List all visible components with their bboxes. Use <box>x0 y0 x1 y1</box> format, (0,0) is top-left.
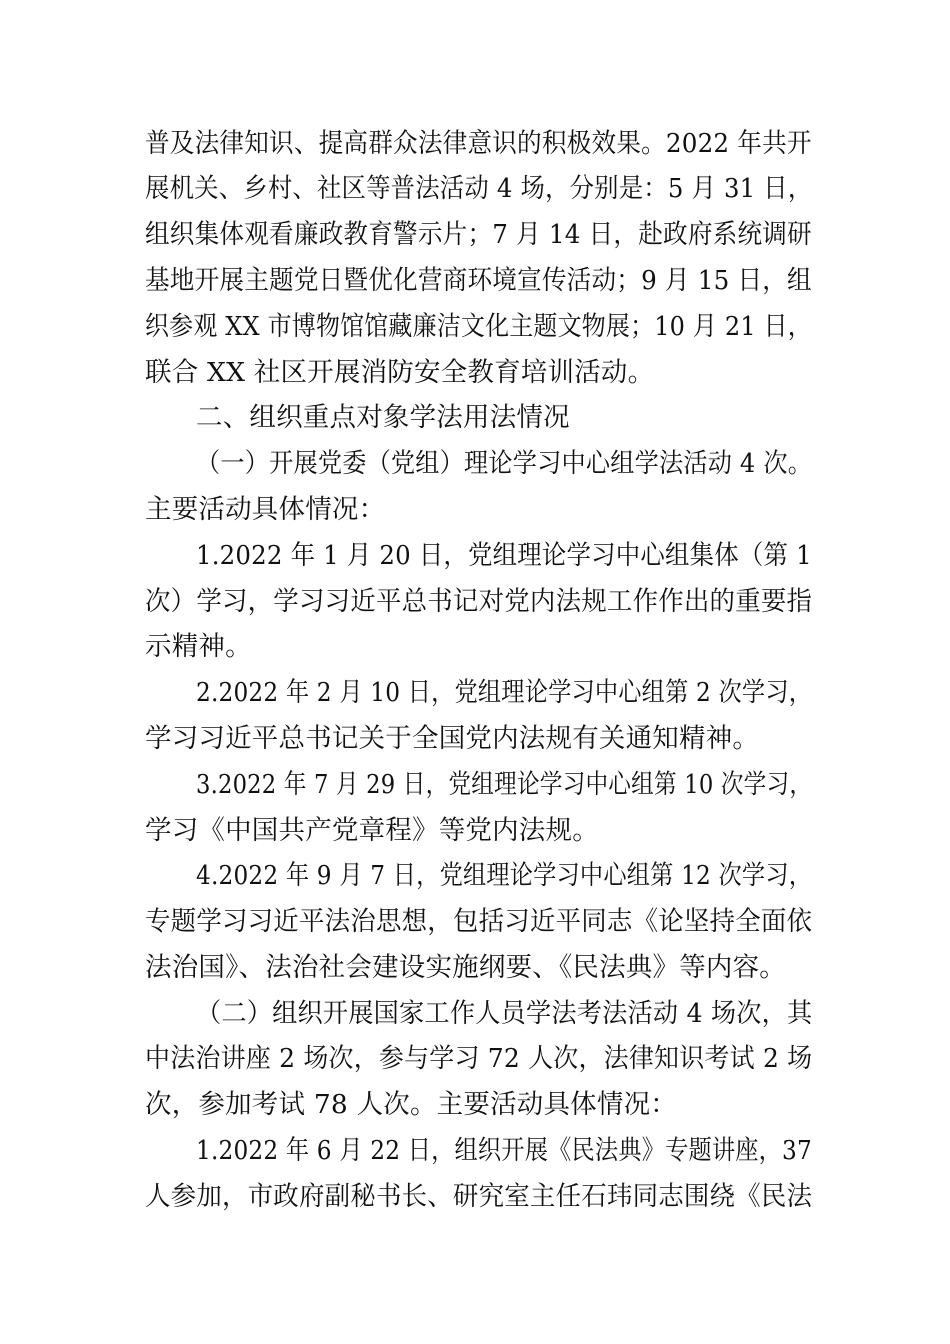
list-item: 2.2022 年 2 月 10 日，党组理论学习中心组第 2 次学习， <box>196 677 813 708</box>
text-line: 主要活动具体情况： <box>145 494 386 525</box>
list-item: 4.2022 年 9 月 7 日，党组理论学习中心组第 12 次学习， <box>196 860 813 891</box>
text-line: 基地开展主题党日暨优化营商环境宣传活动；9 月 15 日，组 <box>145 265 812 296</box>
subsection-heading: （二）组织开展国家工作人员学法考法活动 4 场次，其 <box>196 998 813 1029</box>
text-line: 展机关、乡村、社区等普法活动 4 场，分别是：5 月 31 日， <box>145 173 813 204</box>
text-line: 法治国》、法治社会建设实施纲要、《民法典》等内容。 <box>145 952 786 983</box>
subsection-heading: （一）开展党委（党组）理论学习中心组学法活动 4 次。 <box>196 448 813 479</box>
list-item: 1.2022 年 1 月 20 日，党组理论学习中心组集体（第 1 <box>196 540 812 571</box>
text-line: 专题学习习近平法治思想，包括习近平同志《论坚持全面依 <box>145 906 813 937</box>
text-line: 组织集体观看廉政教育警示片；7 月 14 日，赴政府系统调研 <box>145 219 812 250</box>
text-line: 示精神。 <box>145 631 252 662</box>
section-heading: 二、组织重点对象学法用法情况 <box>196 402 570 433</box>
text-line: 中法治讲座 2 场次，参与学习 72 人次，法律知识考试 2 场 <box>145 1043 813 1074</box>
text-line: 次）学习，学习习近平总书记对党内法规工作作出的重要指 <box>145 586 813 617</box>
text-line: 普及法律知识、提高群众法律意识的积极效果。2022 年共开 <box>145 128 812 159</box>
list-item: 3.2022 年 7 月 29 日，党组理论学习中心组第 10 次学习， <box>196 769 813 800</box>
text-line: 次，参加考试 78 人次。主要活动具体情况： <box>145 1089 677 1120</box>
text-line: 学习《中国共产党章程》等党内法规。 <box>145 815 599 846</box>
list-item: 1.2022 年 6 月 22 日，组织开展《民法典》专题讲座，37 <box>196 1135 812 1166</box>
text-line: 织参观 XX 市博物馆馆藏廉洁文化主题文物展；10 月 21 日， <box>145 311 812 342</box>
text-line: 人参加，市政府副秘书长、研究室主任石玮同志围绕《民法 <box>145 1181 813 1212</box>
text-line: 学习习近平总书记关于全国党内法规有关通知精神。 <box>145 723 760 754</box>
text-line: 联合 XX 社区开展消防安全教育培训活动。 <box>145 357 655 388</box>
